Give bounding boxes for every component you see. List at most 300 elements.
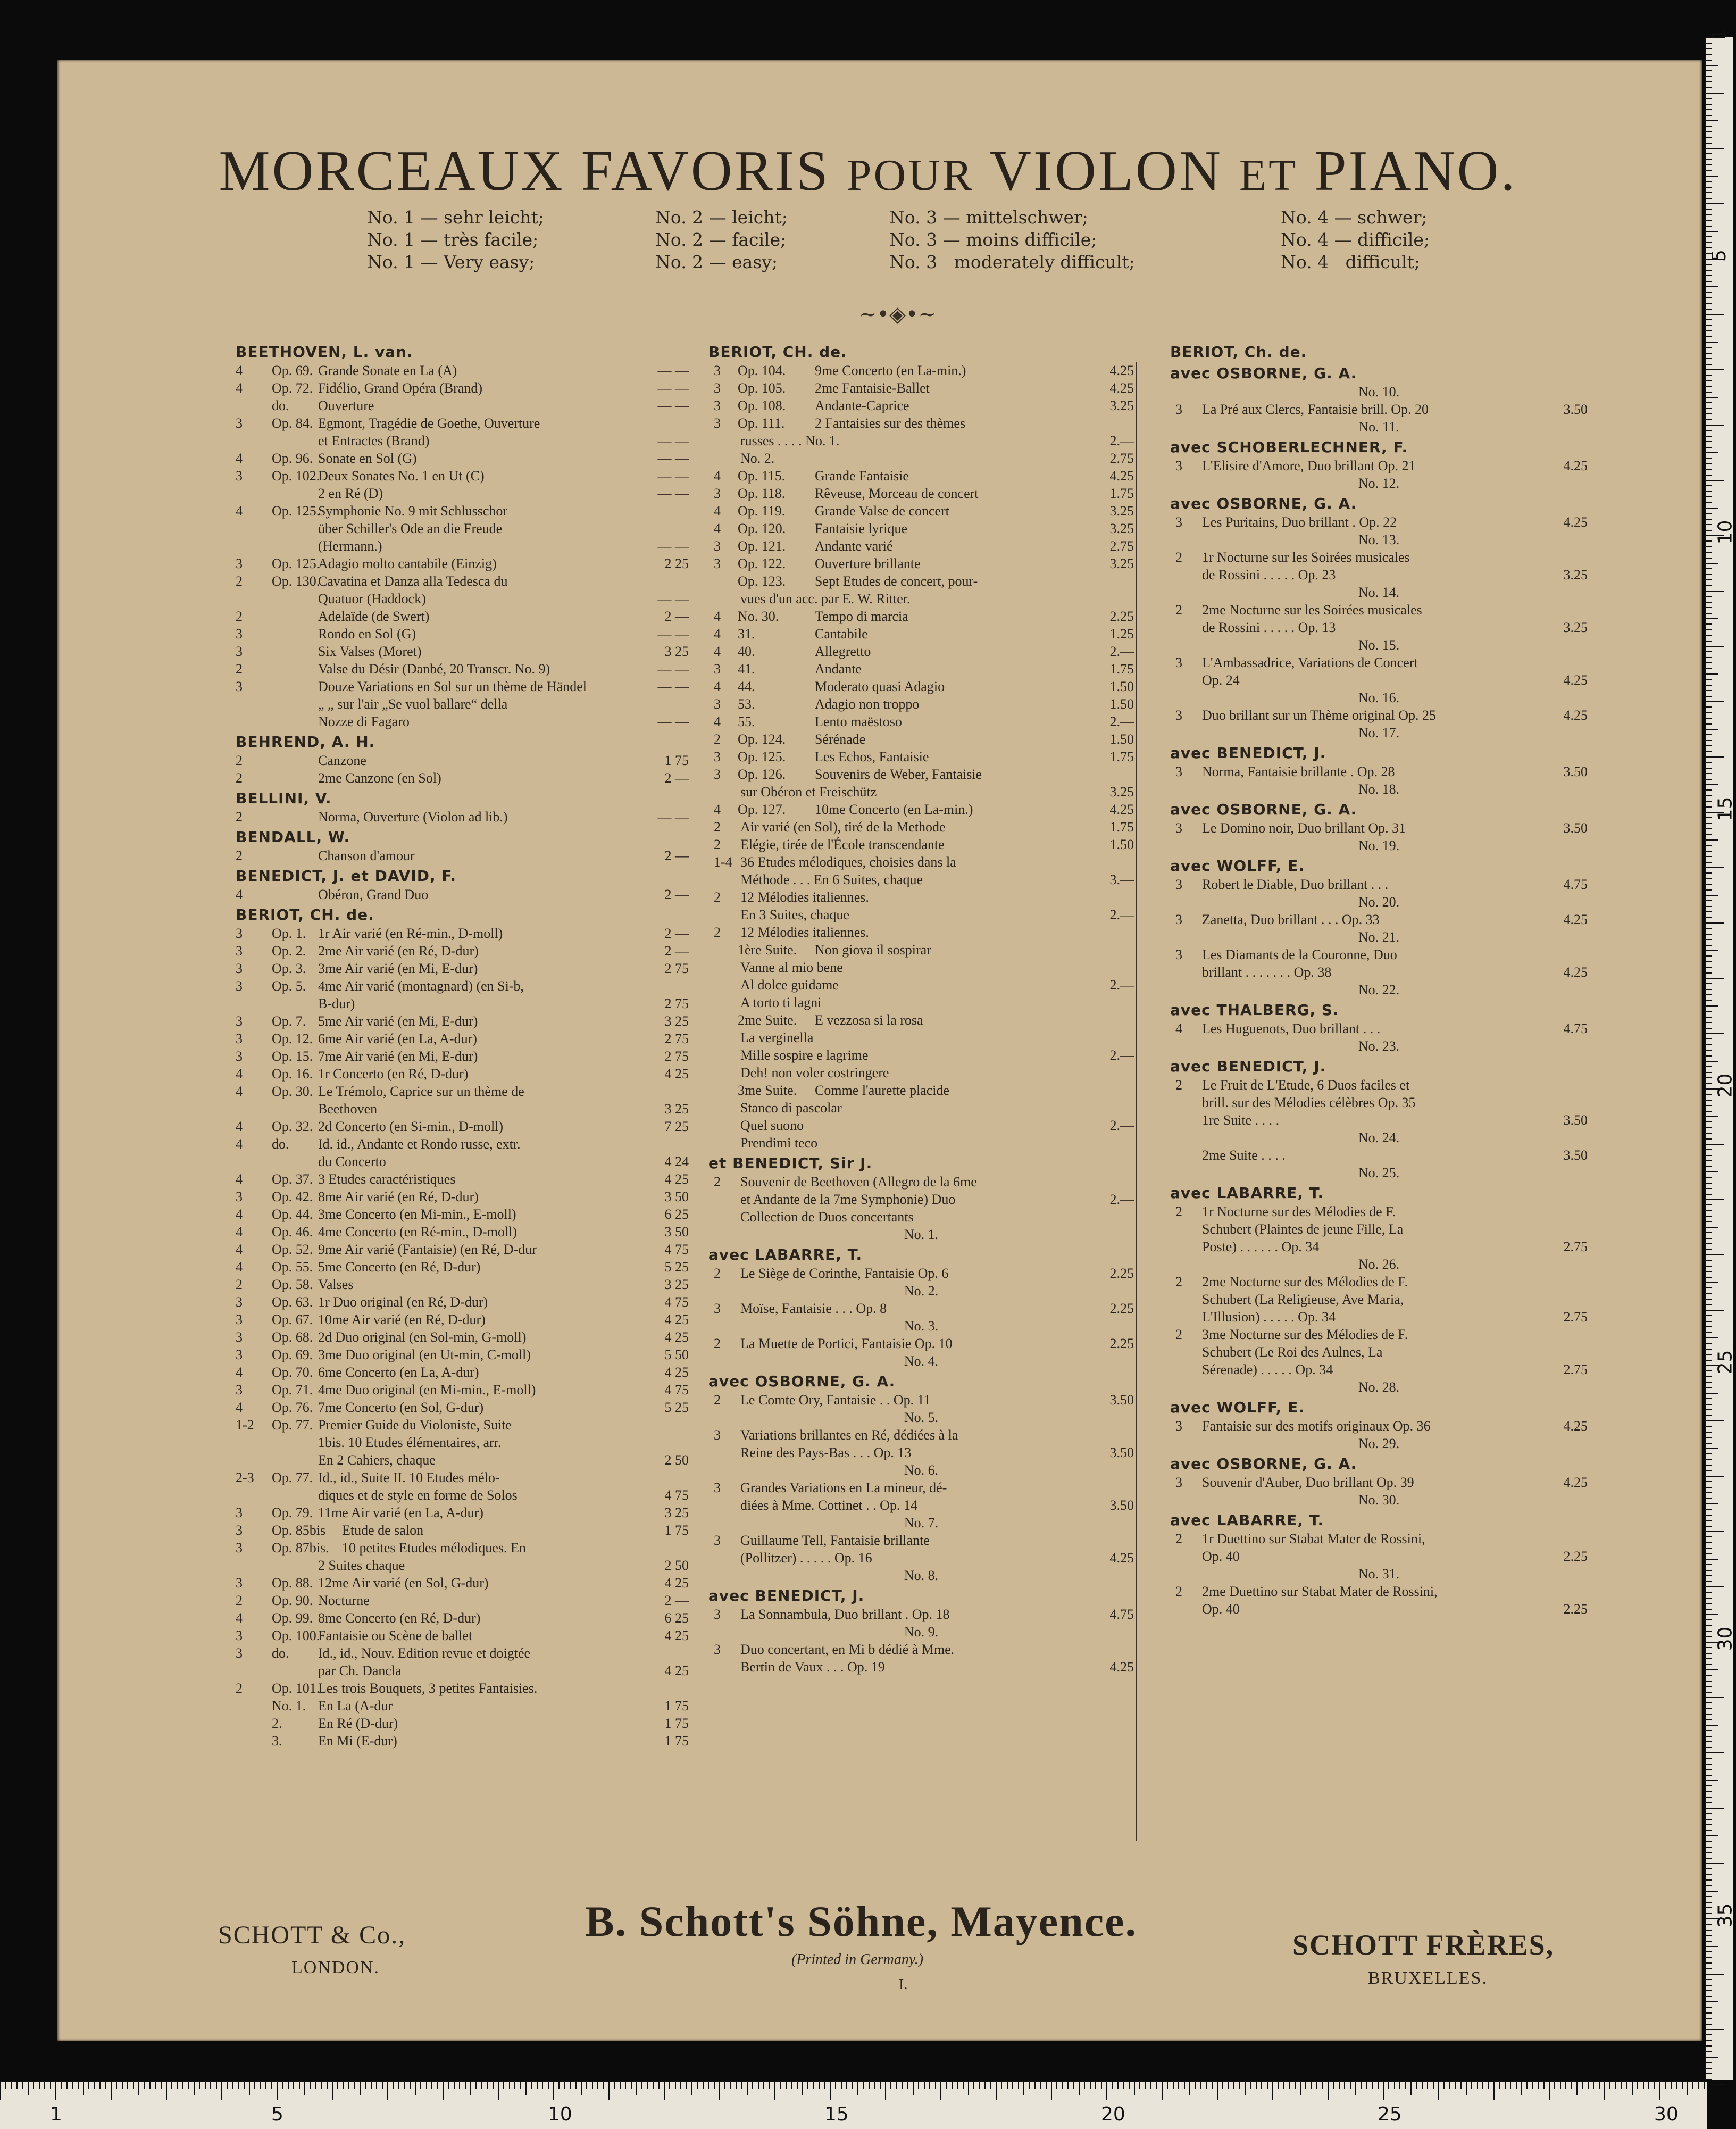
ruler-tick — [1706, 430, 1712, 431]
ruler-tick — [531, 2082, 532, 2089]
difficulty-grade: 4 — [236, 503, 243, 519]
ruler-tick — [1706, 1481, 1712, 1482]
ruler-tick — [1706, 618, 1718, 619]
price: 4.25 — [1109, 380, 1134, 396]
catalog-entry — [236, 942, 689, 960]
ruler-tick — [293, 2082, 294, 2089]
ruler-tick — [736, 2082, 737, 2089]
catalog-entry — [708, 1099, 1134, 1117]
ruler-tick — [1410, 2082, 1412, 2095]
catalog-entry — [236, 1662, 689, 1679]
catalog-entry — [236, 1223, 689, 1241]
piece-title: über Schiller's Ode an die Freude — [318, 521, 503, 536]
ruler-tick — [1706, 546, 1712, 547]
ruler-tick — [841, 2082, 842, 2089]
ruler-tick — [1706, 1022, 1712, 1023]
ruler-tick — [454, 2082, 455, 2089]
ruler-tick — [1706, 1808, 1724, 1809]
opus-number: Op. 42. — [272, 1189, 313, 1204]
difficulty-grade: 4 — [236, 1365, 243, 1380]
difficulty-grade: 4 — [236, 1207, 243, 1222]
ruler-tick — [299, 2082, 300, 2089]
ruler-tick — [730, 2082, 731, 2089]
catalog-entry — [708, 678, 1134, 695]
piece-title: Op. 24 — [1202, 672, 1240, 688]
piece-title: Fantaisie sur des motifs originaux Op. 36 — [1202, 1418, 1431, 1434]
composer-heading: avec THALBERG, S. — [1170, 1001, 1339, 1019]
catalog-column-2 — [708, 340, 1134, 1676]
piece-title: 1re Suite . . . . — [1202, 1112, 1280, 1128]
difficulty-grade: 2 — [236, 1277, 243, 1292]
ruler-tick — [1706, 1509, 1712, 1510]
catalog-entry — [236, 1188, 689, 1205]
opus-number: No. 30. — [738, 609, 779, 624]
piece-title: E vezzosa si la rosa — [815, 1012, 923, 1028]
ruler-tick — [122, 2082, 123, 2089]
difficulty-grade: 4 — [236, 1259, 243, 1275]
ruler-tick — [127, 2082, 128, 2089]
piece-title: 9me Air varié (Fantaisie) (en Ré, D-dur — [318, 1242, 537, 1257]
opus-number: Op. 2. — [272, 943, 306, 959]
ruler-tick — [1706, 1570, 1712, 1571]
difficulty-grade: 4 — [1175, 1021, 1182, 1036]
ruler-tick — [1706, 2079, 1712, 2080]
catalog-entry — [236, 485, 689, 502]
ruler-tick — [443, 2082, 444, 2100]
ruler-tick — [1706, 1902, 1712, 1903]
ruler-tick — [1706, 1105, 1712, 1106]
difficulty-grade: 3 — [1175, 708, 1182, 723]
ruler-tick — [1706, 1017, 1712, 1018]
ruler-tick — [22, 2082, 23, 2089]
catalog-entry — [236, 625, 689, 643]
ruler-tick — [1706, 1111, 1712, 1112]
ruler-tick — [1706, 1404, 1712, 1405]
catalog-entry — [236, 977, 689, 995]
piece-title: 2me Nocturne sur des Mélodies de F. — [1202, 1274, 1408, 1290]
ruler-tick — [94, 2082, 95, 2089]
ruler-tick — [1706, 402, 1712, 403]
ruler-tick — [1706, 231, 1718, 232]
composer-heading: avec OSBORNE, G. A. — [1170, 1455, 1357, 1473]
ruler-tick — [1706, 264, 1712, 265]
ruler-tick — [1706, 48, 1712, 49]
piece-title: Ouverture brillante — [815, 556, 921, 571]
piece-title: Grande Fantaisie — [815, 468, 909, 484]
ruler-tick — [1706, 1819, 1712, 1820]
difficulty-grade: 4 — [714, 802, 721, 817]
composer-heading: BEHREND, A. H. — [236, 733, 375, 751]
catalog-entry — [1170, 1111, 1588, 1129]
ruler-tick — [415, 2082, 416, 2095]
ruler-tick — [1173, 2082, 1174, 2089]
ruler-label: 1 — [1708, 28, 1730, 40]
price: 2.25 — [1109, 1266, 1134, 1281]
difficulty-grade: 3 — [714, 486, 721, 501]
ruler-tick — [1706, 939, 1712, 940]
ruler-tick — [1706, 1526, 1712, 1527]
ruler-tick — [1706, 1581, 1712, 1582]
ruler-tick — [1706, 900, 1712, 901]
opus-number: Op. 90. — [272, 1593, 313, 1608]
ruler-tick — [1438, 2082, 1439, 2100]
ruler-tick — [763, 2082, 764, 2089]
catalog-entry — [236, 1030, 689, 1047]
price: 4 25 — [664, 1365, 689, 1380]
catalog-entry — [1170, 1076, 1588, 1094]
catalog-entry — [708, 1496, 1134, 1514]
ruler-tick — [1706, 1863, 1724, 1864]
ruler-tick — [1394, 2082, 1395, 2089]
catalog-entry — [236, 1135, 689, 1153]
ruler-tick — [1706, 1968, 1712, 1969]
difficulty-grade: 3 — [236, 1382, 243, 1398]
ruler-tick — [1706, 1415, 1712, 1416]
ruler-label: 1 — [50, 2103, 62, 2125]
price: 1.50 — [1109, 679, 1134, 694]
ruler-tick — [1706, 1962, 1712, 1964]
ruler-tick — [1706, 740, 1712, 741]
ruler-tick — [1706, 441, 1712, 442]
ruler-tick — [227, 2082, 228, 2089]
difficulty-grade: 3 — [236, 626, 243, 642]
ruler-tick — [304, 2082, 305, 2095]
opus-number: Op. 96. — [272, 451, 313, 466]
difficulty-grade: 3 — [714, 749, 721, 764]
ruler-tick — [963, 2082, 964, 2089]
ruler-tick — [741, 2082, 742, 2089]
ruler-tick — [1095, 2082, 1096, 2089]
ruler-tick — [1706, 330, 1712, 331]
piece-title: 3me Air varié (en Mi, E-dur) — [318, 961, 478, 976]
catalog-entry — [1170, 671, 1588, 689]
ruler-tick — [33, 2082, 34, 2089]
ruler-tick — [1706, 1299, 1712, 1300]
price: — — — [657, 451, 689, 466]
catalog-entry — [236, 1416, 689, 1434]
ruler-tick — [493, 2082, 494, 2089]
piece-title: Elégie, tirée de l'École transcendante — [740, 837, 945, 852]
piece-title: Six Valses (Moret) — [318, 644, 422, 659]
price: — — — [657, 468, 689, 484]
piece-title: Lento maëstoso — [815, 714, 902, 729]
piece-title: 8me Concerto (en Ré, D-dur) — [318, 1610, 481, 1626]
ruler-tick — [1416, 2082, 1417, 2089]
ruler-tick — [1106, 2082, 1107, 2100]
ruler-tick — [1267, 2082, 1268, 2089]
piece-title: Souvenir d'Auber, Duo brillant Op. 39 — [1202, 1475, 1414, 1490]
ruler-tick — [1706, 176, 1718, 177]
ruler-tick — [111, 2082, 112, 2100]
piece-title: 10me Concerto (en La-min.) — [815, 802, 973, 817]
piece-title: Adagio non troppo — [815, 696, 920, 712]
ruler-tick — [210, 2082, 211, 2089]
ruler-tick — [1706, 502, 1712, 503]
ruler-tick — [1560, 2082, 1561, 2089]
ruler-tick — [83, 2082, 84, 2095]
difficulty-grade: 3 — [236, 943, 243, 959]
piece-title: Les Echos, Fantaisie — [815, 749, 929, 764]
piece-title: La verginella — [740, 1030, 814, 1045]
ruler-tick — [1706, 1941, 1712, 1942]
difficulty-grade: 3 — [236, 978, 243, 994]
ruler-tick — [1156, 2082, 1157, 2089]
catalog-entry — [236, 520, 689, 537]
ruler-tick — [1706, 1321, 1712, 1322]
ruler-tick — [1706, 275, 1712, 276]
composer-heading: avec SCHOBERLECHNER, F. — [1170, 438, 1408, 456]
catalog-entry — [236, 1697, 689, 1715]
ruler-tick — [1706, 203, 1724, 204]
ruler-tick — [1706, 762, 1712, 763]
ruler-tick — [791, 2082, 792, 2089]
ruler-tick — [1706, 187, 1712, 188]
catalog-entry — [708, 748, 1134, 766]
catalog-entry — [236, 695, 689, 713]
ruler-tick — [1388, 2082, 1389, 2089]
ruler-tick — [1706, 1121, 1712, 1122]
catalog-entry — [1170, 911, 1588, 928]
price: 3 25 — [664, 1013, 689, 1029]
ruler-tick — [1706, 1564, 1712, 1565]
ruler-tick — [1706, 1326, 1712, 1327]
ruler-tick — [1706, 1498, 1712, 1499]
ruler-tick — [1228, 2082, 1229, 2089]
measuring-ruler-bottom — [0, 2081, 1707, 2129]
piece-title: Id. id., Andante et Rondo russe, extr. — [318, 1136, 521, 1152]
piece-title: brill. sur des Mélodies célèbres Op. 35 — [1202, 1095, 1416, 1110]
catalog-column-1 — [236, 340, 689, 1750]
ruler-tick — [1706, 1072, 1712, 1073]
composer-heading: avec LABARRE, T. — [1170, 1184, 1324, 1202]
piece-title: 36 Etudes mélodiques, choisies dans la — [740, 854, 956, 870]
catalog-entry — [236, 537, 689, 555]
ruler-tick — [1706, 1360, 1712, 1361]
ruler-tick — [1289, 2082, 1290, 2089]
ruler-tick — [1706, 1487, 1712, 1488]
ruler-tick — [1706, 558, 1712, 559]
ruler-tick — [1706, 1752, 1724, 1753]
catalog-entry — [236, 379, 689, 397]
ruler-tick — [1706, 696, 1712, 697]
piece-title: Andante-Caprice — [815, 398, 909, 413]
ruler-tick — [857, 2082, 858, 2095]
piece-title: Quatuor (Haddock) — [318, 591, 426, 606]
catalog-entry — [236, 1153, 689, 1170]
ruler-tick — [1706, 1199, 1724, 1200]
ruler-tick — [194, 2082, 195, 2095]
piece-title: 1r Nocturne sur des Mélodies de F. — [1202, 1204, 1396, 1219]
ruler-tick — [265, 2082, 266, 2089]
collection-number: No. 24. — [1358, 1130, 1400, 1145]
piece-title: 7me Air varié (en Mi, E-dur) — [318, 1049, 478, 1064]
piece-title: Nocturne — [318, 1593, 370, 1608]
ruler-label: 15 — [1714, 796, 1736, 821]
opus-number: 55. — [738, 714, 755, 729]
ruler-tick — [1706, 934, 1712, 935]
piece-title: Adelaïde (de Swert) — [318, 609, 430, 624]
collection-number: No. 29. — [1358, 1436, 1400, 1451]
ruler-tick — [1706, 1747, 1712, 1748]
ruler-tick — [1079, 2082, 1080, 2095]
difficulty-grade: 2 — [1175, 1531, 1182, 1546]
ruler-label: 30 — [1714, 1626, 1736, 1651]
ruler-tick — [503, 2082, 504, 2089]
ruler-tick — [50, 2082, 51, 2089]
catalog-entry — [236, 1539, 689, 1557]
opus-number: Op. 16. — [272, 1066, 313, 1082]
difficulty-grade: 3 — [1175, 912, 1182, 927]
ruler-tick — [1706, 1841, 1712, 1842]
catalog-entry — [236, 1118, 689, 1135]
ruler-tick — [1706, 1432, 1712, 1433]
difficulty-level-4: No. 4 — schwer; No. 4 — difficile; No. 4 difficult; — [1281, 207, 1430, 272]
ruler-tick — [1184, 2082, 1185, 2089]
ruler-label: 5 — [1708, 250, 1730, 262]
piece-title: Tempo di marcia — [815, 609, 908, 624]
difficulty-grade: 4 — [236, 1084, 243, 1099]
ruler-tick — [1706, 784, 1718, 785]
catalog-entry — [708, 1532, 1134, 1549]
publisher-main: B. Schott's Söhne, Mayence. — [585, 1897, 1137, 1945]
difficulty-grade: 3 — [714, 1480, 721, 1495]
price: 2.25 — [1109, 1336, 1134, 1351]
ruler-tick — [774, 2082, 775, 2100]
publisher-london-city: LONDON. — [291, 1958, 380, 1977]
price: 2.— — [1109, 1118, 1134, 1133]
opus-number: Op. 5. — [272, 978, 306, 994]
piece-title: La Muette de Portici, Fantaisie Op. 10 — [740, 1336, 953, 1351]
ruler-tick — [1637, 2082, 1638, 2089]
ruler-tick — [509, 2082, 510, 2089]
ruler-tick — [1706, 297, 1712, 298]
price: — — — [657, 380, 689, 396]
piece-title: du Concerto — [318, 1154, 386, 1169]
ruler-tick — [1706, 425, 1724, 426]
ruler-tick — [1571, 2082, 1572, 2089]
price: 4 25 — [664, 1575, 689, 1591]
ruler-tick — [260, 2082, 261, 2089]
difficulty-grade: 2 — [1175, 1274, 1182, 1290]
ruler-tick — [880, 2082, 881, 2089]
piece-title: A torto ti lagni — [740, 995, 822, 1010]
piece-title: 1r Nocturne sur les Soirées musicales — [1202, 550, 1410, 565]
catalog-entry — [1170, 946, 1588, 963]
price: 4.75 — [1563, 877, 1588, 892]
ruler-tick — [1706, 1061, 1718, 1062]
ruler-tick — [1706, 1548, 1712, 1549]
ruler-tick — [1200, 2082, 1201, 2089]
publisher-london: SCHOTT & Co., — [218, 1921, 406, 1949]
piece-title: Cantabile — [815, 626, 868, 642]
ruler-tick — [1706, 153, 1712, 154]
opus-number: Op. 125. — [738, 749, 786, 764]
ruler-tick — [1706, 1465, 1712, 1466]
price: 4 25 — [664, 1663, 689, 1678]
difficulty-grade: 3 — [236, 961, 243, 976]
opus-number: Op. 77. — [272, 1470, 313, 1485]
ruler-tick — [1706, 1907, 1712, 1908]
page-title: MORCEAUX FAVORIS POUR VIOLON ET PIANO. — [219, 139, 1517, 203]
ruler-tick — [708, 2082, 709, 2089]
ruler-tick — [520, 2082, 521, 2089]
collection-number: No. 3. — [904, 1318, 939, 1334]
catalog-entry — [1170, 1291, 1588, 1308]
catalog-entry — [708, 414, 1134, 432]
ruler-tick — [769, 2082, 770, 2089]
ruler-tick — [205, 2082, 206, 2089]
ruler-tick — [431, 2082, 432, 2089]
ruler-tick — [470, 2082, 471, 2095]
ruler-tick — [1706, 1913, 1712, 1914]
price: 2 75 — [664, 996, 689, 1011]
opus-number: Op. 88. — [272, 1575, 313, 1591]
ruler-tick — [1706, 701, 1724, 702]
ruler-tick — [1526, 2082, 1528, 2089]
ruler-tick — [1706, 181, 1712, 182]
piece-title: diques et de style en forme de Solos — [318, 1487, 518, 1503]
piece-title: Moderato quasi Adagio — [815, 679, 945, 694]
difficulty-grade: 3 — [1175, 1475, 1182, 1490]
collection-number: No. 17. — [1358, 725, 1400, 741]
collection-number: No. 19. — [1358, 838, 1400, 853]
piece-title: B-dur) — [318, 996, 355, 1011]
ruler-tick — [1706, 1813, 1712, 1814]
ruler-tick — [1706, 1315, 1712, 1316]
ruler-tick — [1706, 834, 1712, 835]
piece-title: Souvenirs de Weber, Fantaisie — [815, 767, 982, 782]
ruler-tick — [819, 2082, 820, 2089]
difficulty-grade: 2 — [236, 573, 243, 589]
difficulty-grade: 4 — [714, 609, 721, 624]
ruler-tick — [929, 2082, 930, 2089]
difficulty-grade: 1-2 — [236, 1417, 254, 1433]
ruler-tick — [1706, 1393, 1718, 1394]
opus-number: No. 1. — [272, 1698, 306, 1714]
difficulty-grade: 3 — [236, 926, 243, 941]
piece-title: 8me Air varié (en Ré, D-dur) — [318, 1189, 479, 1204]
ruler-tick — [1706, 646, 1724, 647]
catalog-entry — [708, 520, 1134, 537]
opus-number: do. — [272, 1136, 289, 1152]
ruler-tick — [221, 2082, 222, 2100]
ruler-tick — [1706, 270, 1712, 271]
ruler-tick — [1706, 1692, 1712, 1693]
piece-title: Duo brillant sur un Thème original Op. 25 — [1202, 708, 1437, 723]
piece-title: Souvenir de Beethoven (Allegro de la 6me — [740, 1174, 977, 1190]
ruler-tick — [1212, 2082, 1213, 2089]
piece-title: Valse du Désir (Danbé, 20 Transcr. No. 9) — [318, 661, 550, 677]
collection-number: No. 22. — [1358, 982, 1400, 997]
ruler-tick — [188, 2082, 189, 2089]
ruler-tick — [1706, 2057, 1718, 2058]
price: 2.75 — [1563, 1362, 1588, 1377]
price: 2.25 — [1109, 609, 1134, 624]
ruler-tick — [244, 2082, 245, 2089]
price: 2.75 — [1109, 538, 1134, 554]
catalog-entry — [236, 1276, 689, 1293]
piece-title: 3me Duo original (en Ut-min, C-moll) — [318, 1347, 531, 1362]
ruler-tick — [1482, 2082, 1483, 2089]
ruler-tick — [1706, 1830, 1712, 1831]
ruler-tick — [957, 2082, 958, 2089]
catalog-entry — [708, 1011, 1134, 1029]
ruler-tick — [714, 2082, 715, 2089]
piece-title: Cavatina et Danza alla Tedesca du — [318, 573, 508, 589]
price: 7 25 — [664, 1119, 689, 1134]
piece-title: 6me Concerto (en La, A-dur) — [318, 1365, 479, 1380]
collection-number: No. 5. — [904, 1410, 939, 1425]
